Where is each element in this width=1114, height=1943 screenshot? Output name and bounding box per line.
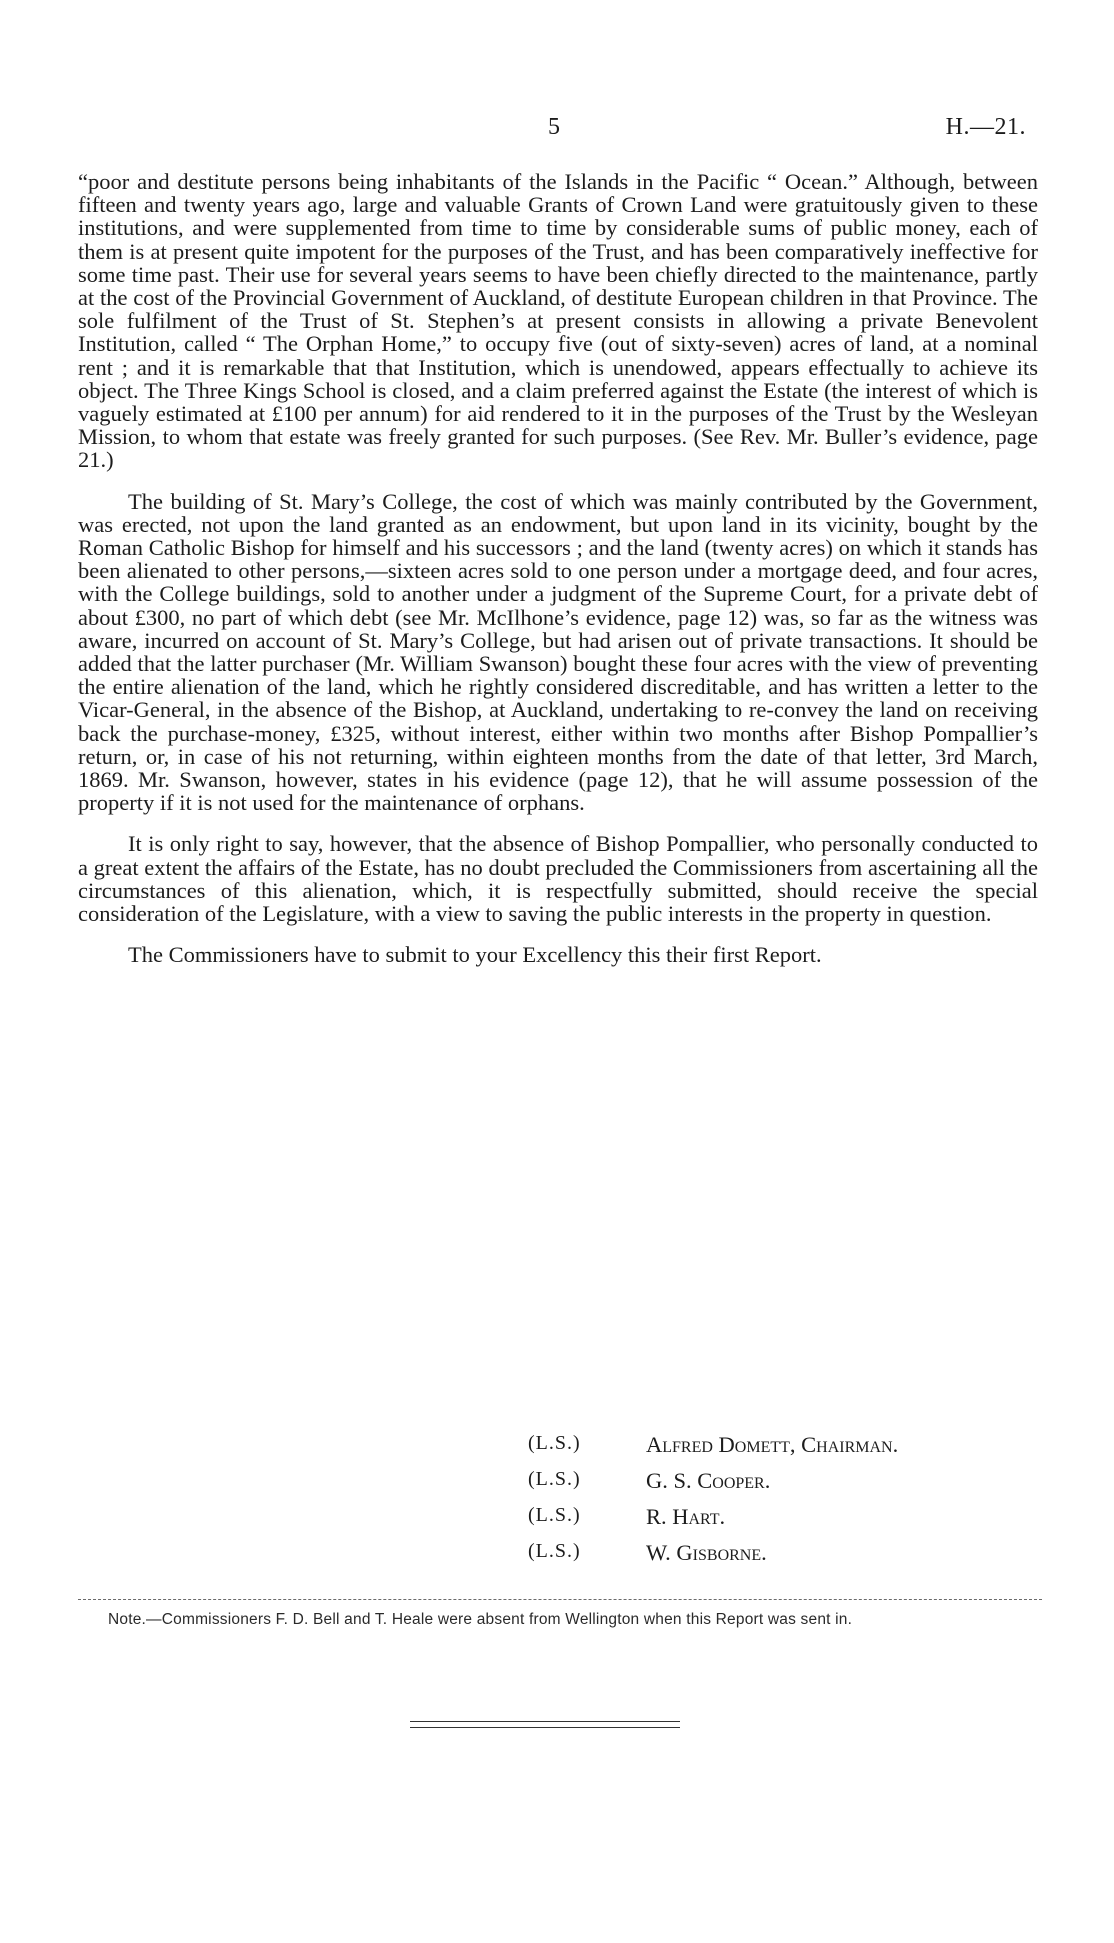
footnote: Note.—Commissioners F. D. Bell and T. Heale were absent from Wellington when this Report was sent in. bbox=[108, 1611, 853, 1628]
signature-row bbox=[528, 1504, 1048, 1540]
signatory-name: Alfred Domett, Chairman. bbox=[646, 1432, 899, 1457]
signatory-name: W. Gisborne. bbox=[646, 1540, 767, 1565]
paragraph-continuation: “poor and destitute persons being inhabitants of the Islands in the Pacific “ Ocean.” Although, between fifteen and twenty years ago, large and valuable Grants of Crown Land were gratuitously given to these institutions, and were supplemented from time to time by considerable sums of public money, each of them is at present quite impotent for the purposes of the Trust, and has been comparatively ineffective for some time past. Their use for several years seems to have been chiefly directed to the maintenance, partly at the cost of the Provincial Government of Auckland, of destitute European children in that Province. The sole fulfilment of the Trust of St. Stephen’s at present consists in allowing a private Benevolent Institution, called “ The Orphan Home,” to occupy five (out of sixty-seven) acres of land, at a nominal rent ; and it is remarkable that that Institution, which is unendowed, appears effectually to achieve its object. The Three Kings School is closed, and a claim preferred against the Estate (the interest of which is vaguely estimated at £100 per annum) for aid rendered to it in the purposes of the Trust by the Wesleyan Mission, to whom that estate was freely granted for such purposes. (See Rev. Mr. Buller’s evidence, page 21.) bbox=[78, 169, 1038, 473]
seal-mark: (L.S.) bbox=[528, 1540, 581, 1562]
seal-mark: (L.S.) bbox=[528, 1468, 581, 1490]
paragraph-bishop-absence: It is only right to say, however, that the absence of Bishop Pompallier, who personally conducted to a great extent the affairs of the Estate, has no doubt precluded the Commissioners from ascertaining all the circumstances of this alienation, which, it is respectfully submitted, should receive the special consideration of the Legislature, with a view to saving the public interests in the property in question. bbox=[78, 831, 1038, 927]
signatory-name: R. Hart. bbox=[646, 1504, 726, 1529]
page-number: 5 bbox=[548, 114, 560, 140]
signatory-name: G. S. Cooper. bbox=[646, 1468, 771, 1493]
report-body bbox=[78, 170, 1038, 967]
seal-mark: (L.S.) bbox=[528, 1504, 581, 1526]
paragraph-st-marys-college: The building of St. Mary’s College, the cost of which was mainly contributed by the Government, was erected, not upon the land granted as an endowment, but upon land in its vicinity, bought by the Roman Catholic Bishop for himself and his successors ; and the land (twenty acres) on which it stands has been alienated to other persons,—sixteen acres sold to one person under a mortgage deed, and four acres, with the College buildings, sold to another under a judgment of the Supreme Court, for a private debt of about £300, no part of which debt (see Mr. McIlhone’s evidence, page 12) was, so far as the witness was aware, incurred on account of St. Mary’s College, but had arisen out of private transactions. It should be added that the latter purchaser (Mr. William Swanson) bought these four acres with the view of preventing the entire alienation of the land, which he rightly considered discreditable, and has written a letter to the Vicar-General, in the absence of the Bishop, at Auckland, undertaking to re-convey the land on receiving back the purchase-money, £325, without interest, either within two months after Bishop Pompallier’s return, or, in case of his not returning, within eighteen months from the date of that letter, 3rd March, 1869. Mr. Swanson, however, states in his evidence (page 12), that he will assume possession of the property if it is not used for the maintenance of orphans. bbox=[78, 488, 1038, 816]
end-rule bbox=[410, 1721, 680, 1728]
page-header bbox=[0, 114, 1114, 148]
signature-block bbox=[528, 1432, 1048, 1576]
seal-mark: (L.S.) bbox=[528, 1432, 581, 1454]
signature-row bbox=[528, 1540, 1048, 1576]
signature-row bbox=[528, 1468, 1048, 1504]
paragraph-submission: The Commissioners have to submit to your Excellency this their first Report. bbox=[128, 942, 822, 968]
signature-row bbox=[528, 1432, 1048, 1468]
document-reference: H.—21. bbox=[945, 114, 1026, 140]
footnote-divider bbox=[78, 1599, 1042, 1600]
